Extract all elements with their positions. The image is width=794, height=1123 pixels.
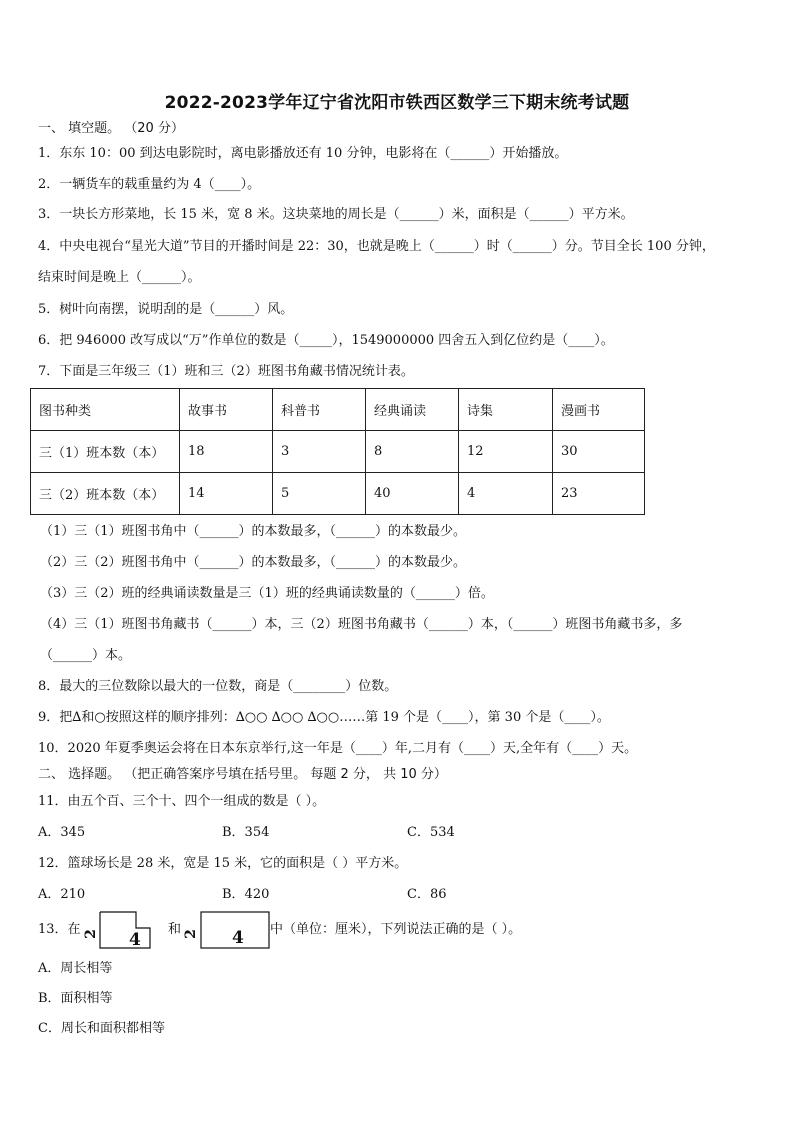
table-cell: 30 [553,431,645,473]
table-header-cell: 诗集 [459,389,553,431]
table-cell: 18 [180,431,273,473]
question-12: 12．篮球场长是 28 米，宽是 15 米，它的面积是（ ）平方米。 [38,856,408,871]
table-header-row [31,389,645,431]
question-5: 5．树叶向南摆，说明刮的是（______）风。 [38,302,294,317]
table-cell: 三（2）班本数（本） [31,473,180,515]
question-7-part-1: （1）三（1）班图书角中（______）的本数最多，（______）的本数最少。 [40,524,467,539]
figure-1-side-label: 2 [82,929,99,939]
question-2: 2．一辆货车的载重量约为 4（____）。 [38,177,261,192]
question-11: 11．由五个百、三个十、四个一组成的数是（ ）。 [38,794,326,809]
question-12-options [38,887,538,903]
figure-2-bottom-label: 4 [232,928,244,948]
table-cell: 4 [459,473,553,515]
option-a[interactable]: A．210 [38,887,86,902]
table-cell: 23 [553,473,645,515]
question-7-part-4-line-2: （______）本。 [40,648,132,663]
table-header-cell: 图书种类 [31,389,180,431]
table-row [31,473,645,515]
option-c[interactable]: C．534 [407,825,455,840]
table-header-cell: 故事书 [180,389,273,431]
book-statistics-table [30,388,645,515]
page-title: 2022-2023学年辽宁省沈阳市铁西区数学三下期末统考试题 [164,93,630,113]
question-11-options [38,825,538,841]
question-1: 1．东东 10：00 到达电影院时，离电影播放还有 10 分钟，电影将在（______）开始播放。 [38,146,568,161]
table-cell: 三（1）班本数（本） [31,431,180,473]
question-4-line-1: 4．中央电视台“星光大道”节目的开播时间是 22：30，也就是晚上（______）时（______）分。节目全长 100 分钟， [38,239,715,254]
question-10: 10．2020 年夏季奥运会将在日本东京举行,这一年是（____）年,二月有（____）天,全年有（____）天。 [38,741,638,756]
question-13-option-b[interactable]: B．面积相等 [38,991,113,1006]
question-13-suffix: 中（单位：厘米），下列说法正确的是（ ）。 [270,922,522,937]
option-b[interactable]: B．420 [222,887,270,902]
table-header-cell: 科普书 [273,389,366,431]
question-8: 8．最大的三位数除以最大的一位数，商是（________）位数。 [38,679,398,694]
question-9: 9．把∆和○按照这样的顺序排列：∆○○ ∆○○ ∆○○……第 19 个是（____），第 30 个是（____）。 [38,710,610,725]
table-cell: 40 [366,473,459,515]
figure-1-bottom-label: 4 [129,930,141,950]
table-row [31,431,645,473]
option-c[interactable]: C．86 [407,887,447,902]
question-7-part-3: （3）三（2）班的经典诵读数量是三（1）班的经典诵读数量的（______）倍。 [40,586,494,601]
question-7-part-4-line-1: （4）三（1）班图书角藏书（______）本，三（2）班图书角藏书（______）本，（______）班图书角藏书多，多 [40,617,683,632]
question-3: 3．一块长方形菜地，长 15 米，宽 8 米。这块菜地的周长是（______）米，面积是（______）平方米。 [38,207,634,222]
table-header-cell: 漫画书 [553,389,645,431]
question-6: 6．把 946000 改写成以“万”作单位的数是（_____），1549000000 四舍五入到亿位约是（____）。 [38,333,614,348]
table-cell: 14 [180,473,273,515]
question-7: 7．下面是三年级三（1）班和三（2）班图书角藏书情况统计表。 [38,364,414,379]
option-a[interactable]: A．345 [38,825,86,840]
question-4-line-2: 结束时间是晚上（______）。 [38,270,201,285]
section-fill-in-heading: 一、 填空题。 （20 分） [38,121,184,136]
question-13-option-c[interactable]: C．周长和面积都相等 [38,1021,165,1036]
table-header-cell: 经典诵读 [366,389,459,431]
question-13-prefix: 13．在 [38,922,81,937]
section-multiple-choice-heading: 二、 选择题。 （把正确答案序号填在括号里。 每题 2 分， 共 10 分） [38,767,447,782]
table-cell: 12 [459,431,553,473]
figure-2-side-label: 2 [182,929,199,939]
question-13-option-a[interactable]: A．周长相等 [38,961,113,976]
table-cell: 3 [273,431,366,473]
option-b[interactable]: B．354 [222,825,270,840]
table-cell: 8 [366,431,459,473]
question-13-mid: 和 [168,922,182,937]
question-7-part-2: （2）三（2）班图书角中（______）的本数最多，（______）的本数最少。 [40,555,467,570]
table-cell: 5 [273,473,366,515]
